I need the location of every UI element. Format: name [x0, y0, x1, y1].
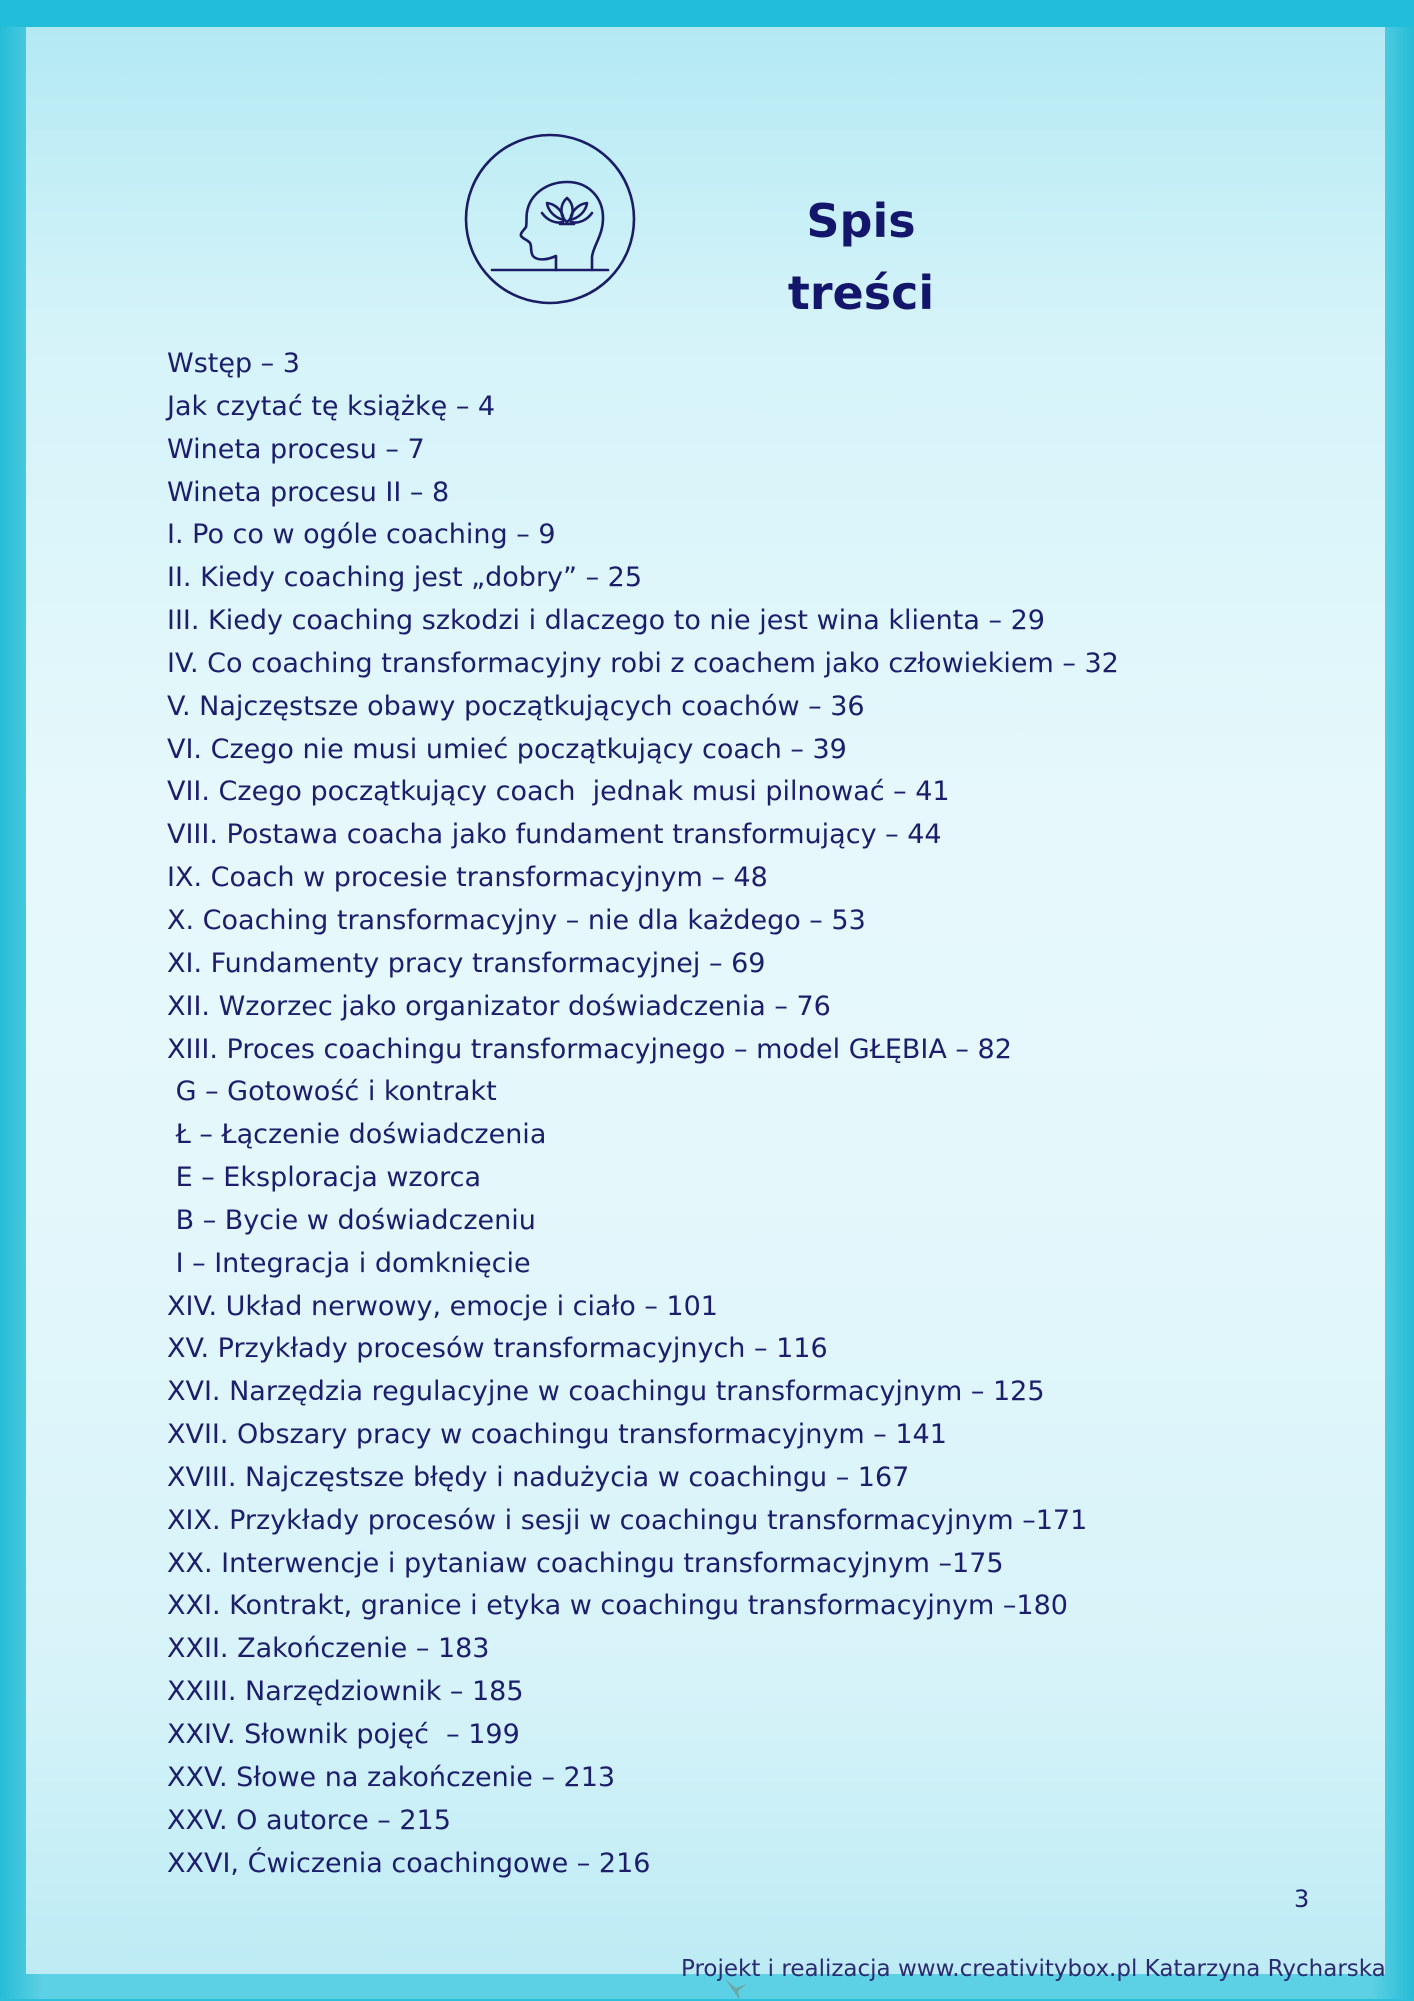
toc-entry: XIII. Proces coachingu transformacyjnego – model GŁĘBIA – 82 [167, 1033, 1012, 1065]
toc-entry: IV. Co coaching transformacyjny robi z coachem jako człowiekiem – 32 [167, 647, 1119, 679]
toc-entry: XI. Fundamenty pracy transformacyjnej – 69 [167, 947, 766, 979]
toc-entry: XXV. O autorce – 215 [167, 1804, 451, 1836]
toc-entry: E – Eksploracja wzorca [167, 1162, 482, 1194]
toc-entry: B – Bycie w doświadczeniu [167, 1204, 536, 1236]
page-title: Spis treści [787, 194, 935, 320]
toc-entry: I. Po co w ogóle coaching – 9 [167, 519, 556, 551]
top-border [0, 0, 1414, 27]
toc-entry: XVIII. Najczęstsze błędy i nadużycia w coachingu – 167 [167, 1461, 910, 1493]
toc-entry: XV. Przykłady procesów transformacyjnych – 116 [167, 1333, 828, 1365]
toc-entry: IX. Coach w procesie transformacyjnym – 48 [167, 862, 768, 894]
toc-entry: XXII. Zakończenie – 183 [167, 1633, 490, 1665]
toc-entry: V. Najczęstsze obawy początkujących coachów – 36 [167, 690, 865, 722]
toc-entry: Wineta procesu II – 8 [167, 476, 450, 508]
toc-entry: VI. Czego nie musi umieć początkujący coach – 39 [167, 733, 847, 765]
toc-entry: XXIV. Słownik pojęć – 199 [167, 1719, 520, 1750]
footer-credit: Projekt i realizacja www.creativitybox.pl Katarzyna Rycharska [681, 1956, 1386, 1982]
toc-entry: X. Coaching transformacyjny – nie dla każdego – 53 [167, 904, 866, 936]
toc-entry: XXV. Słowe na zakończenie – 213 [167, 1761, 616, 1793]
toc-entry: XXI. Kontrakt, granice i etyka w coachingu transformacyjnym –180 [167, 1590, 1068, 1622]
toc-entry: XXVI, Ćwiczenia coachingowe – 216 [167, 1847, 651, 1879]
toc-entry: XII. Wzorzec jako organizator doświadczenia – 76 [167, 990, 831, 1022]
toc-entry: XVII. Obszary pracy w coachingu transformacyjnym – 141 [167, 1419, 947, 1451]
star-mark-icon [723, 1975, 749, 2001]
toc-entry: G – Gotowość i kontrakt [167, 1076, 497, 1108]
toc-entry: VII. Czego początkujący coach jednak musi pilnować – 41 [167, 776, 950, 808]
toc-entry: VIII. Postawa coacha jako fundament transformujący – 44 [167, 819, 942, 851]
toc-entry: XVI. Narzędzia regulacyjne w coachingu transformacyjnym – 125 [167, 1376, 1045, 1408]
toc-entry: XIV. Układ nerwowy, emocje i ciało – 101 [167, 1290, 718, 1322]
toc-entry: Wineta procesu – 7 [167, 433, 425, 465]
toc-entry: II. Kiedy coaching jest „dobry” – 25 [167, 562, 643, 594]
document-page [26, 27, 1386, 1982]
toc-entry: Jak czytać tę książkę – 4 [167, 390, 496, 422]
toc-entry: XXIII. Narzędziownik – 185 [167, 1676, 524, 1708]
toc-entry: XX. Interwencje i pytaniaw coachingu transformacyjnym –175 [167, 1547, 1004, 1579]
head-lotus-icon [463, 132, 637, 306]
toc-entry: I – Integracja i domknięcie [167, 1247, 531, 1279]
table-of-contents [167, 343, 1119, 1885]
toc-entry: Wstęp – 3 [167, 348, 300, 379]
page-number: 3 [1294, 1885, 1310, 1913]
toc-entry: Ł – Łączenie doświadczenia [167, 1119, 547, 1151]
toc-entry: III. Kiedy coaching szkodzi i dlaczego to nie jest wina klienta – 29 [167, 605, 1045, 637]
toc-entry: XIX. Przykłady procesów i sesji w coachingu transformacyjnym –171 [167, 1504, 1088, 1536]
